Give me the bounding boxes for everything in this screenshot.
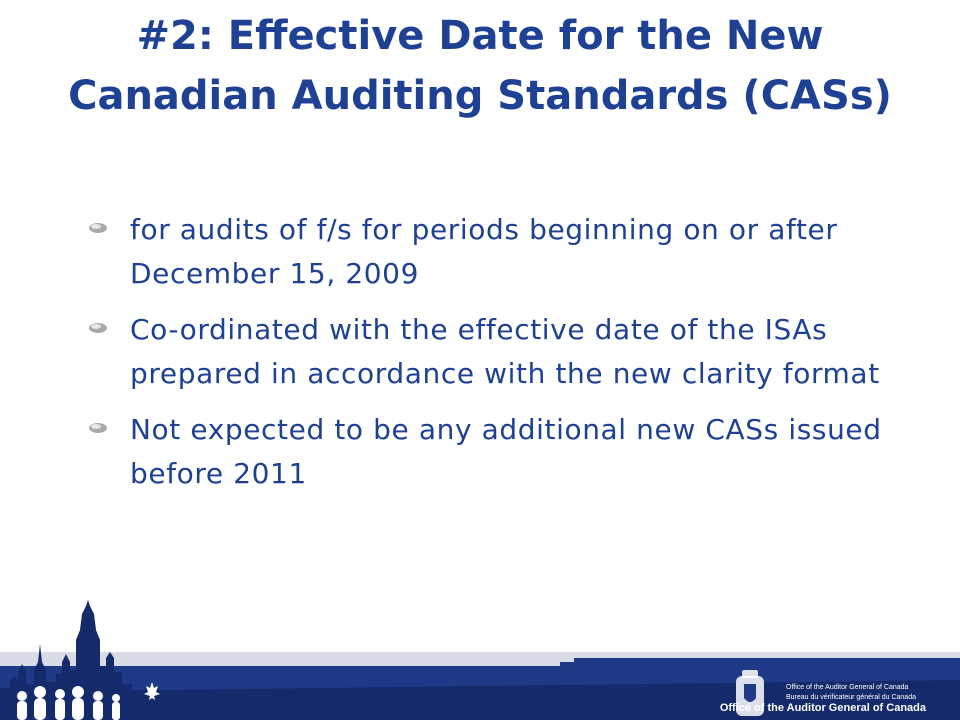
- footer-banner: [0, 600, 960, 720]
- bullet-text: for audits of f/s for periods beginning on or after December 15, 2009: [130, 213, 838, 290]
- diamond-bullet-icon: [88, 222, 108, 234]
- bullet-text: Co-ordinated with the effective date of the ISAs prepared in accordance with the new clarity format: [130, 313, 880, 390]
- crest-text: Office of the Auditor General of Canada Bureau du vérificateur général du Canada: [786, 684, 916, 701]
- bullet-text: Not expected to be any additional new CASs issued before 2011: [130, 413, 882, 490]
- bullet-item: [88, 308, 908, 396]
- slide-title: #2: Effective Date for the New Canadian Auditing Standards (CASs): [68, 13, 892, 119]
- diamond-bullet-icon: [88, 422, 108, 434]
- bullet-item: [88, 408, 908, 496]
- footer-caption: Office of the Auditor General of Canada: [719, 702, 926, 714]
- diamond-bullet-icon: [88, 322, 108, 334]
- bullet-list: [88, 208, 908, 508]
- bullet-item: [88, 208, 908, 296]
